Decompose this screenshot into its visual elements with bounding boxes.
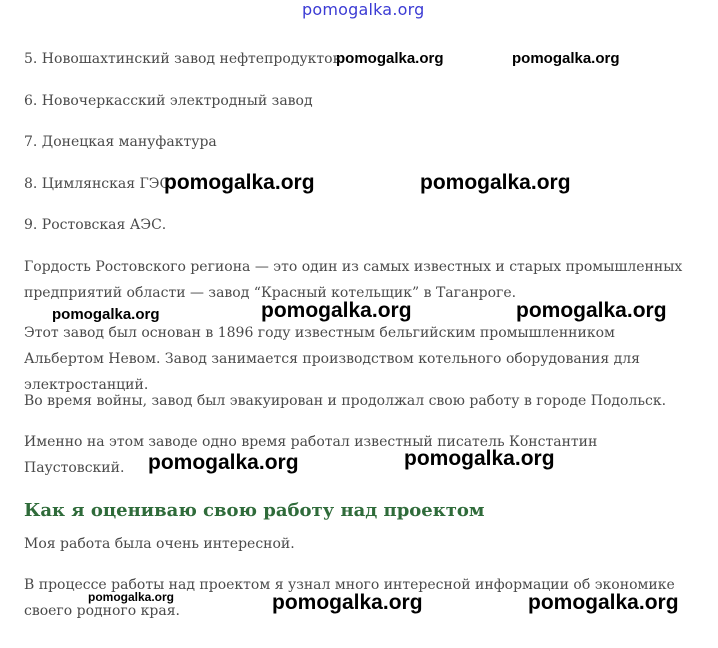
- paragraph-writer: Именно на этом заводе одно время работал известный писатель Константин Паустовский.: [24, 434, 598, 476]
- paragraph-pride: Гордость Ростовского региона — это один из самых известных и старых промышленных предприятий области — завод “Красный котельщик” в Таганроге.: [24, 259, 683, 301]
- watermark-overlay: pomogalka.org: [52, 306, 160, 323]
- watermark-overlay: pomogalka.org: [148, 451, 299, 474]
- watermark-overlay: pomogalka.org: [404, 447, 555, 470]
- watermark-overlay: pomogalka.org: [528, 591, 679, 614]
- paragraph-interesting: Моя работа была очень интересной.: [24, 536, 295, 552]
- list-item-7: 7. Донецкая мануфактура: [24, 134, 217, 150]
- list-item-5: 5. Новошахтинский завод нефтепродуктов: [24, 51, 341, 67]
- watermark-overlay: pomogalka.org: [336, 50, 444, 67]
- watermark-overlay: pomogalka.org: [516, 299, 667, 322]
- watermark-overlay: pomogalka.org: [512, 50, 620, 67]
- watermark-overlay: pomogalka.org: [272, 591, 423, 614]
- list-item-9: 9. Ростовская АЭС.: [24, 217, 167, 233]
- watermark-overlay: pomogalka.org: [261, 299, 412, 322]
- watermark-overlay: pomogalka.org: [88, 590, 175, 604]
- watermark-top: pomogalka.org: [302, 0, 425, 19]
- watermark-overlay: pomogalka.org: [164, 171, 315, 194]
- list-item-6: 6. Новочеркасский электродный завод: [24, 93, 313, 109]
- paragraph-war: Во время войны, завод был эвакуирован и продолжал свою работу в городе Подольск.: [24, 393, 667, 409]
- paragraph-founded: Этот завод был основан в 1896 году известным бельгийским промышленником Альбертом Невом. Завод занимается производством котельного оборудования для электростанций.: [24, 325, 640, 393]
- watermark-overlay: pomogalka.org: [420, 171, 571, 194]
- section-heading: Как я оцениваю свою работу над проектом: [24, 500, 485, 521]
- paragraph-learned: В процессе работы над проектом я узнал много интересной информации об экономике своего родного края.: [24, 577, 675, 619]
- list-item-8: 8. Цимлянская ГЭС.: [24, 176, 175, 192]
